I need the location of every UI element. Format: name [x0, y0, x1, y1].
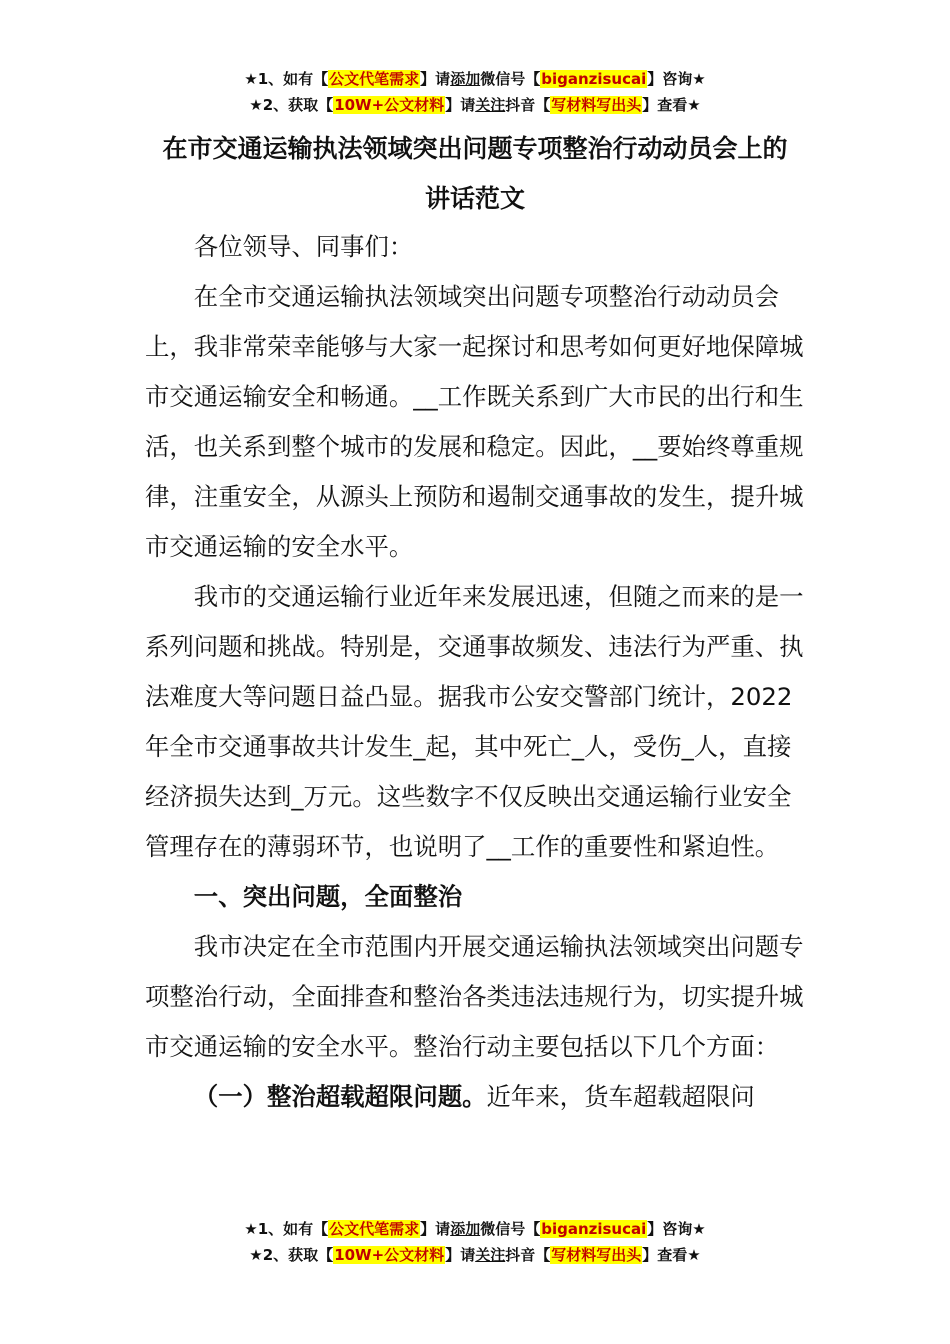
section-heading-1: 一、突出问题，全面整治	[193, 882, 463, 911]
underlined-word: 添加	[450, 1220, 481, 1238]
paragraph-2: 我市的交通运输行业近年来发展迅速，但随之而来的是一系列问题和挑战。特别是，交通事故频发、违法行为严重、执法难度大等问题日益凸显。据我市公安交警部门统计，2022年全市交通事故共计发生_起，其中死亡_人，受伤_人，直接经济损失达到_万元。这些数字不仅反映出交通运输行业安全管理存在的薄弱环节，也说明了__工作的重要性和紧迫性。	[145, 582, 804, 861]
highlight-douyin-id: 写材料写出头	[551, 1246, 642, 1264]
underlined-word: 添加	[450, 70, 481, 88]
highlight-service: 公文代笔需求	[329, 70, 420, 88]
banner-text: 】请	[420, 70, 451, 88]
title-line-1: 在市交通运输执法领域突出问题专项整治行动动员会上的	[162, 134, 788, 163]
banner-text: 微信号【	[480, 70, 541, 88]
header-banner	[0, 66, 950, 118]
banner-text: 】请	[445, 96, 476, 114]
banner-text: 】咨询★	[647, 70, 706, 88]
highlight-materials: 10W+公文材料	[334, 96, 445, 114]
underlined-word: 关注	[475, 1246, 506, 1264]
subsection-1	[145, 1072, 807, 1122]
highlight-materials: 10W+公文材料	[334, 1246, 445, 1264]
banner-text: ★1、如有【	[244, 1220, 329, 1238]
highlight-wechat-id: biganzisucai	[541, 70, 647, 88]
underlined-word: 关注	[475, 96, 506, 114]
footer-banner	[0, 1216, 950, 1268]
banner-text: 抖音【	[505, 96, 551, 114]
highlight-wechat-id: biganzisucai	[541, 1220, 647, 1238]
banner-line-2	[0, 92, 950, 118]
banner-text: ★1、如有【	[244, 70, 329, 88]
banner-line-1	[0, 66, 950, 92]
banner-text: ★2、获取【	[249, 96, 334, 114]
subsection-1-heading: （一）整治超载超限问题。	[193, 1082, 487, 1111]
banner-text: 】查看★	[642, 96, 701, 114]
banner-text: 】请	[445, 1246, 476, 1264]
banner-text: 微信号【	[480, 1220, 541, 1238]
title-line-2: 讲话范文	[424, 184, 525, 213]
banner-text: 抖音【	[505, 1246, 551, 1264]
banner-line-2	[0, 1242, 950, 1268]
paragraph-1: 在全市交通运输执法领域突出问题专项整治行动动员会上，我非常荣幸能够与大家一起探讨和思考如何更好地保障城市交通运输安全和畅通。__工作既关系到广大市民的出行和生活，也关系到整个城市的发展和稳定。因此，__要始终尊重规律，注重安全，从源头上预防和遏制交通事故的发生，提升城市交通运输的安全水平。	[145, 282, 804, 561]
highlight-douyin-id: 写材料写出头	[551, 96, 642, 114]
document-body	[145, 222, 807, 1122]
banner-text: 】咨询★	[647, 1220, 706, 1238]
banner-line-1	[0, 1216, 950, 1242]
highlight-service: 公文代笔需求	[329, 1220, 420, 1238]
document-title	[120, 124, 830, 224]
banner-text: 】请	[420, 1220, 451, 1238]
banner-text: 】查看★	[642, 1246, 701, 1264]
paragraph-3: 我市决定在全市范围内开展交通运输执法领域突出问题专项整治行动，全面排查和整治各类违法违规行为，切实提升城市交通运输的安全水平。整治行动主要包括以下几个方面：	[145, 932, 804, 1061]
salutation: 各位领导、同事们：	[193, 232, 414, 261]
subsection-1-text: 近年来，货车超载超限问	[486, 1082, 755, 1111]
banner-text: ★2、获取【	[249, 1246, 334, 1264]
